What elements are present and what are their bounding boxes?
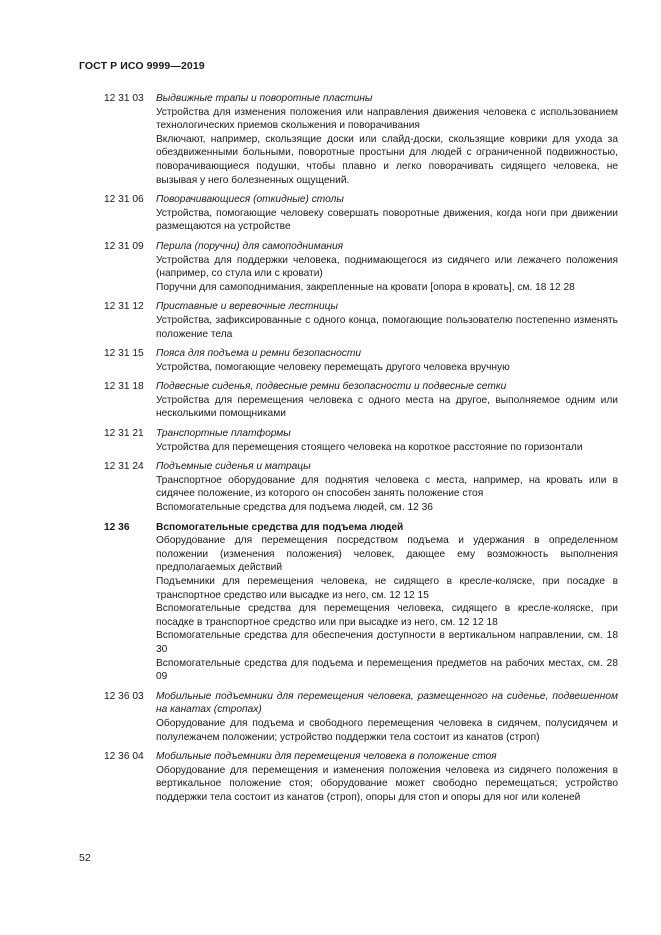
entry-12-36: [104, 521, 618, 684]
page-header: ГОСТ Р ИСО 9999—2019: [79, 60, 205, 72]
entry-code: 12 36 03: [104, 690, 144, 702]
entry-12-31-06: [104, 193, 618, 234]
entry-description: Оборудование для перемещения посредством подъема и удержания в определенном положении (изменения положения) человек, дающее ему возможность выполнения предполагаемых действий: [156, 535, 618, 574]
entry-title: Подвесные сиденья, подвесные ремни безопасности и подвесные сетки: [156, 381, 507, 393]
entry-note: Вспомогательные средства для подъема людей, см. 12 36: [156, 502, 433, 514]
entry-12-36-03: [104, 690, 618, 744]
entry-title: Приставные и веревочные лестницы: [156, 301, 338, 313]
entry-12-31-21: [104, 427, 618, 454]
entry-title: Мобильные подъемники для перемещения человека, размещенного на сиденье, подвешенном на канатах (стропах): [156, 690, 618, 716]
entry-description: Оборудование для подъема и свободного перемещения человека в сидячем, полусидячем и полулежачем положении; устройство поддержки тела состоит из канатов (строп): [156, 717, 618, 743]
entry-title: Перила (поручни) для самоподнимания: [156, 240, 344, 252]
entry-12-36-04: [104, 750, 618, 804]
entry-code: 12 31 15: [104, 348, 144, 360]
entry-note: Подъемники для перемещения человека, не сидящего в кресле-коляске, при посадке в транспортное средство или высадке из него, см. 12 12 15: [156, 576, 618, 601]
page-number: 52: [79, 852, 91, 864]
entry-12-31-24: [104, 460, 618, 514]
entry-code: 12 36 04: [104, 751, 144, 763]
entry-code: 12 31 18: [104, 381, 144, 393]
entry-title: Выдвижные трапы и поворотные пластины: [156, 93, 373, 104]
entry-title: Подъемные сиденья и матрацы: [156, 461, 311, 473]
entry-12-31-12: [104, 300, 618, 341]
entry-code: 12 31 24: [104, 461, 144, 473]
entry-title: Мобильные подъемники для перемещения человека в положение стоя: [156, 751, 497, 763]
entry-description: Устройства, зафиксированные с одного конца, помогающие пользователю постепенно изменять положение тела: [156, 314, 618, 340]
entry-12-31-03: [104, 92, 618, 187]
entry-12-31-18: [104, 380, 618, 421]
entry-title: Вспомогательные средства для подъема людей: [156, 521, 404, 533]
entry-description: Устройства для перемещения стоящего человека на короткое расстояние по горизонтали: [156, 441, 583, 453]
entry-code: 12 31 12: [104, 301, 144, 313]
entry-code: 12 36: [104, 521, 130, 533]
entry-title: Пояса для подъема и ремни безопасности: [156, 348, 362, 360]
entry-note: Включают, например, скользящие доски или слайд-доски, скользящие коврики для ухода за обездвиженными больными, поворотные простыни для людей с ограниченной подвижностью, поворачивающиеся подушки, чтобы плавно и легко поворачивать сидящего человека, не вызывая у него болезненных ощущений.: [156, 133, 618, 186]
entry-note: Вспомогательные средства для перемещения человека, сидящего в кресле-коляске, при посадке в транспортное средство или при высадке из него, см. 12 12 18: [156, 603, 618, 628]
entry-description: Устройства, помогающие человеку перемещать другого человека вручную: [156, 361, 510, 373]
entry-code: 12 31 06: [104, 194, 144, 206]
entry-note: Поручни для самоподнимания, закрепленные на кровати [опора в кровать], см. 18 12 28: [156, 281, 575, 293]
entry-code: 12 31 21: [104, 428, 144, 440]
entry-description: Транспортное оборудование для поднятия человека с места, например, на кровать или в сидячее положение, из которого он способен занять положение стоя: [156, 474, 618, 500]
entry-description: Устройства, помогающие человеку совершать поворотные движения, когда ноги при движении размещаются на устройстве: [156, 207, 618, 233]
entry-note: Вспомогательные средства для обеспечения доступности в вертикальном направлении, см. 18 30: [156, 630, 618, 655]
entry-description: Устройства для перемещения человека с одного места на другое, выполняемое одним или несколькими помощниками: [156, 394, 618, 420]
entry-code: 12 31 09: [104, 240, 144, 252]
entry-description: Устройства для поддержки человека, поднимающегося из сидячего или лежачего положения (например, со стула или с кровати): [156, 254, 618, 280]
entry-title: Транспортные платформы: [156, 428, 291, 440]
entry-12-31-15: [104, 347, 618, 374]
entry-12-31-09: [104, 240, 618, 294]
entry-title: Поворачивающиеся (откидные) столы: [156, 194, 344, 206]
entry-code: 12 31 03: [104, 93, 144, 104]
entry-note: Вспомогательные средства для подъема и перемещения предметов на рабочих местах, см. 28 09: [156, 657, 618, 683]
entry-description: Устройства для изменения положения или направления движения человека с использованием технологических приемов скольжения и поворачивания: [156, 106, 618, 132]
entry-description: Оборудование для перемещения и изменения положения человека из сидячего положения в вертикальное положение стоя; оборудование может свободно перемещаться; устройство поддержки тела состоит из канатов (строп), опоры для стоп и опоры для ног или коленей: [156, 764, 618, 803]
classification-list: [104, 92, 618, 811]
